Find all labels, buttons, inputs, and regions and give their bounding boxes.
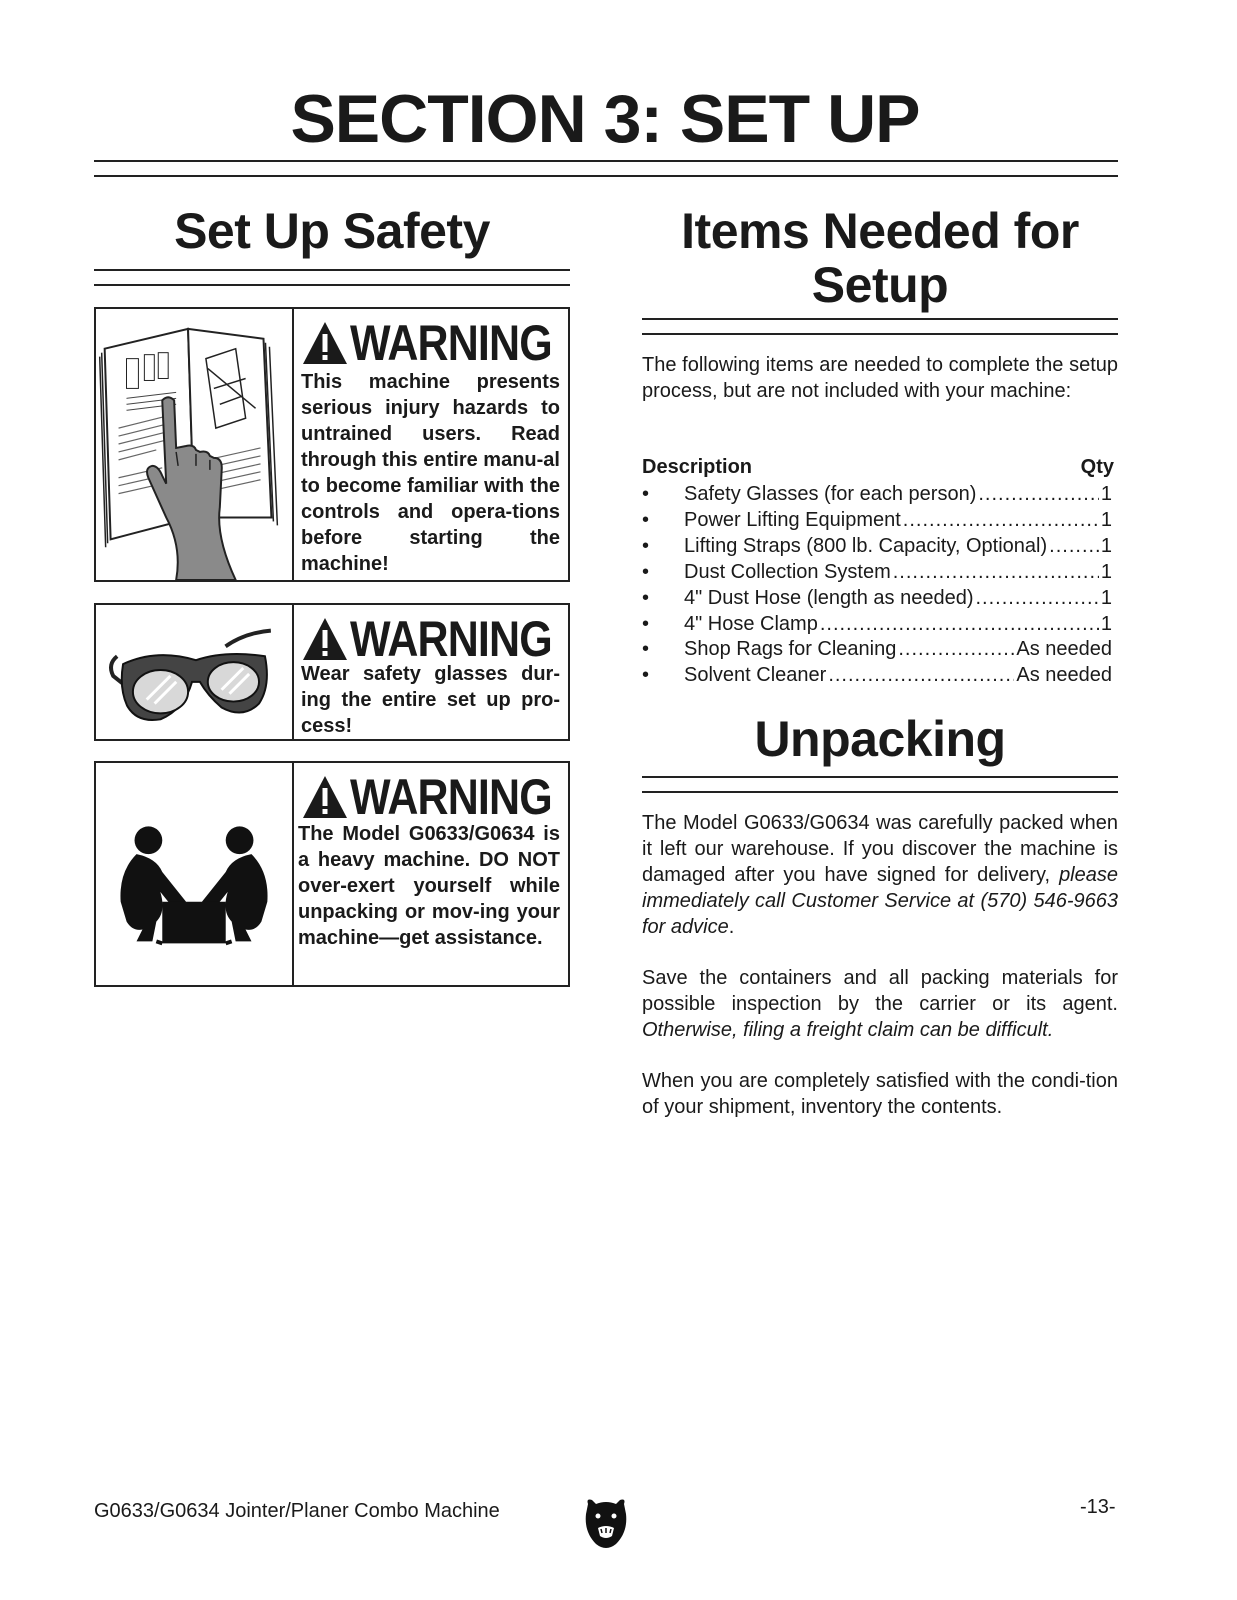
leader-dots <box>978 482 1099 508</box>
item-description: Power Lifting Equipment <box>684 508 901 531</box>
item-qty: 1 <box>1100 534 1112 557</box>
list-item <box>642 612 1112 638</box>
item-qty: 1 <box>1100 612 1112 635</box>
item-qty: 1 <box>1100 586 1112 609</box>
leader-dots <box>1049 534 1099 560</box>
left-heading-rule-bottom <box>94 284 570 286</box>
footer-model-title: G0633/G0634 Jointer/Planer Combo Machine <box>94 1500 500 1522</box>
warning-box-lifting <box>94 761 570 987</box>
bullet: • <box>642 508 650 531</box>
unpacking-paragraph-3: When you are completely satisfied with the condi-tion of your shipment, inventory the contents. <box>642 1070 1118 1118</box>
items-heading-rule-bottom <box>642 333 1118 335</box>
items-table-header <box>642 456 1114 479</box>
unpacking-paragraph-1 <box>642 810 1118 940</box>
leader-dots <box>976 586 1099 612</box>
section-title: SECTION 3: SET UP <box>290 81 920 157</box>
bear-logo-icon <box>584 1498 628 1550</box>
items-list <box>642 482 1112 689</box>
warning-label: WARNING <box>350 769 552 825</box>
title-rule-top <box>94 160 1118 162</box>
item-description: Shop Rags for Cleaning <box>684 638 897 661</box>
item-qty: As needed <box>1016 664 1112 687</box>
page-number: -13- <box>1080 1496 1116 1518</box>
qty-column-header: Qty <box>1080 456 1114 478</box>
unpacking-paragraph-2 <box>642 965 1118 1043</box>
warning-box-manual <box>94 307 570 582</box>
item-qty: 1 <box>1100 508 1112 531</box>
warning-text: This machine presents serious injury hazards to untrained users. Read through this entire manu-al to become familiar with the controls and opera-tions before starting the machine! <box>301 371 560 575</box>
warning-header <box>302 611 585 667</box>
item-description: Safety Glasses (for each person) <box>684 483 977 505</box>
left-heading-rule-top <box>94 269 570 271</box>
bullet: • <box>642 638 650 661</box>
warning-box-glasses <box>94 603 570 741</box>
items-heading-line1: Items Needed for <box>681 203 1079 259</box>
warning-text: Wear safety glasses dur-ing the entire set up pro-cess! <box>301 663 560 737</box>
safety-glasses-icon <box>96 605 294 739</box>
unpacking-rule-bottom <box>642 791 1118 793</box>
items-heading-line2: Setup <box>811 257 949 313</box>
list-item <box>642 560 1112 586</box>
paragraph-text: . <box>728 916 735 938</box>
title-rule-bottom <box>94 175 1118 177</box>
items-needed-heading <box>642 204 1118 312</box>
list-item <box>642 534 1112 560</box>
bullet: • <box>642 664 650 687</box>
paragraph-text: The Model G0633/G0634 was carefully packed when it left our warehouse. If you discover the machine is damaged after you have signed for delivery, <box>642 812 1118 886</box>
warning-label: WARNING <box>350 315 552 371</box>
warning-text: The Model G0633/G0634 is a heavy machine. DO NOT over-exert yourself while unpacking or mov-ing your machine—get assistance. <box>298 823 560 949</box>
leader-dots <box>898 637 1014 663</box>
list-item <box>642 482 1112 508</box>
warning-triangle-icon <box>302 774 348 820</box>
warning-triangle-icon <box>302 616 348 662</box>
list-item <box>642 508 1112 534</box>
manual-reading-icon <box>96 309 294 580</box>
leader-dots <box>893 560 1099 586</box>
item-qty: 1 <box>1100 483 1112 505</box>
list-item <box>642 586 1112 612</box>
bullet: • <box>642 612 650 635</box>
item-qty: 1 <box>1100 560 1112 583</box>
item-description: 4" Hose Clamp <box>684 612 818 635</box>
list-item <box>642 663 1112 689</box>
paragraph-text: Save the containers and all packing materials for possible inspection by the carrier or its agent. <box>642 967 1118 1015</box>
item-qty: As needed <box>1016 638 1112 661</box>
description-column-header: Description <box>642 456 753 478</box>
unpacking-rule-top <box>642 776 1118 778</box>
bullet: • <box>642 534 650 557</box>
leader-dots <box>820 612 1099 638</box>
bullet: • <box>642 586 650 609</box>
item-description: Lifting Straps (800 lb. Capacity, Optional) <box>684 534 1048 557</box>
items-intro: The following items are needed to complete the setup process, but are not included with your machine: <box>642 354 1118 402</box>
warning-header <box>302 315 585 371</box>
leader-dots <box>828 663 1014 689</box>
item-description: 4" Dust Hose (length as needed) <box>684 586 974 609</box>
two-person-lift-icon <box>96 763 294 985</box>
warning-triangle-icon <box>302 320 348 366</box>
warning-header <box>302 769 585 825</box>
unpacking-heading: Unpacking <box>754 711 1006 767</box>
bullet: • <box>642 483 650 505</box>
set-up-safety-heading: Set Up Safety <box>174 203 490 259</box>
list-item <box>642 637 1112 663</box>
paragraph-italic-text: please immediately call Customer Service at (570) 546-9663 for advice <box>642 864 1118 938</box>
bullet: • <box>642 560 650 583</box>
warning-label: WARNING <box>350 611 552 667</box>
item-description: Solvent Cleaner <box>684 664 827 687</box>
item-description: Dust Collection System <box>684 560 891 583</box>
paragraph-italic-text: Otherwise, filing a freight claim can be difficult. <box>642 1019 1054 1041</box>
items-heading-rule-top <box>642 318 1118 320</box>
leader-dots <box>903 508 1099 534</box>
